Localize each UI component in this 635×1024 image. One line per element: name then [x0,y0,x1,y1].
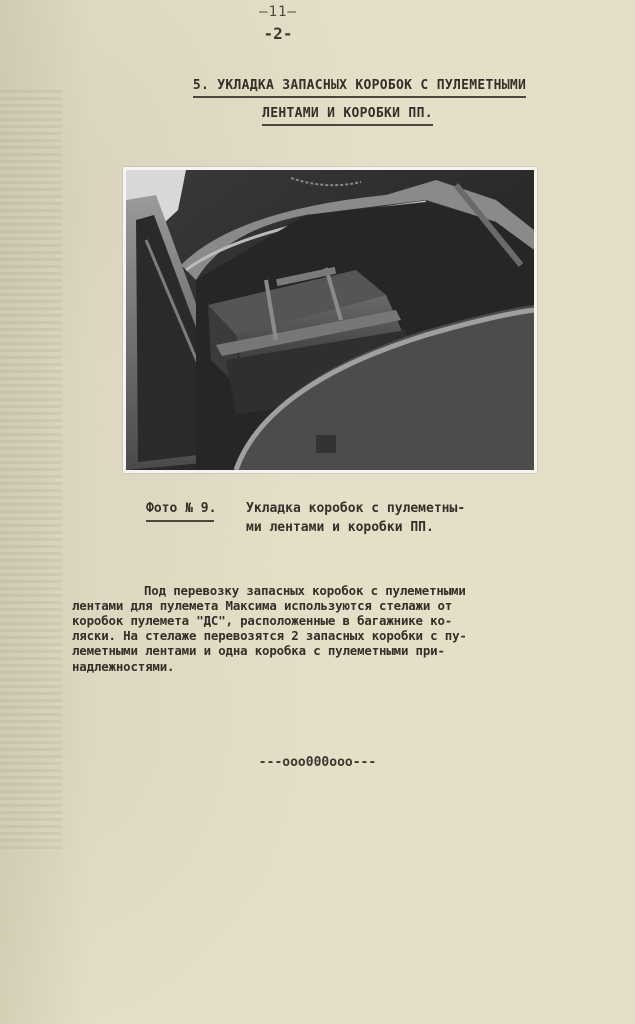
body-text-line: лентами для пулемета Максима используются стелажи от [72,598,453,613]
photograph [123,167,537,473]
section-title-line-1 [42,78,635,93]
section-title-line-2 [30,106,635,121]
typed-page-number: -2- [263,24,293,43]
body-text-line: леметными лентами и одна коробка с пулеметными при- [72,643,445,658]
section-separator: ---ооо000ооо--- [258,755,377,770]
photo-caption-line-2: ми лентами и коробки ПП. [246,520,434,535]
photo-caption-line-1: Укладка коробок с пулеметны- [246,501,466,516]
body-text-line: коробок пулемета "ДС", расположенные в багажнике ко- [72,613,453,628]
section-title-text-2: ЛЕНТАМИ И КОРОБКИ ПП. [262,106,433,126]
page-edge-stain [0,90,62,850]
body-text-line: ляски. На стелаже перевозятся 2 запасных коробки с пу- [72,628,467,643]
section-title-text-1: 5. УКЛАДКА ЗАПАСНЫХ КОРОБОК С ПУЛЕМЕТНЫМИ [193,78,526,98]
body-text-line: Под перевозку запасных коробок с пулеметными [144,583,466,598]
handwritten-page-number: —11— [259,4,297,20]
photograph-sidecar-trunk-icon [126,170,534,470]
photo-caption-label: Фото № 9. [146,501,217,516]
body-text-line: надлежностями. [72,659,175,674]
